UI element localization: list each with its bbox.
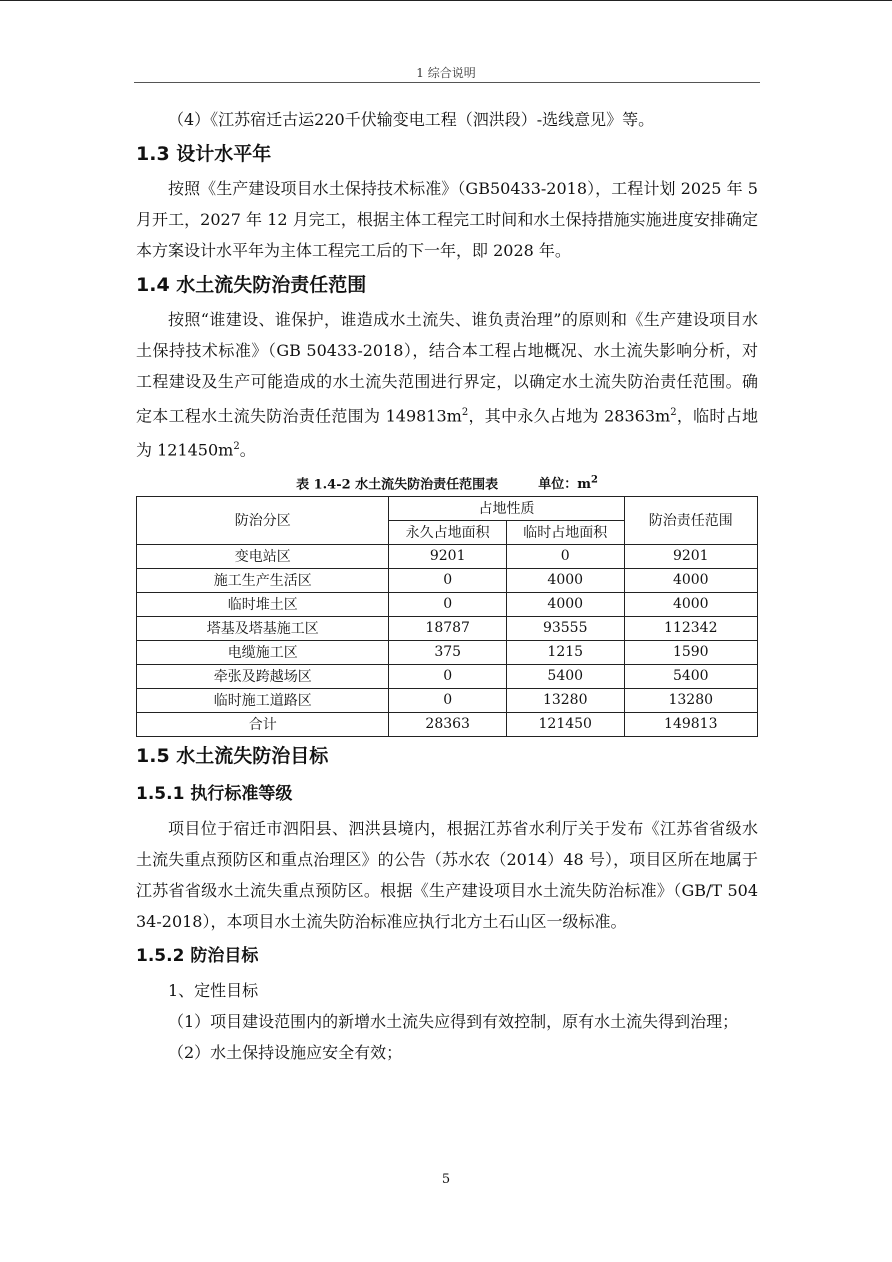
table-row bbox=[137, 592, 758, 616]
heading-1-5-1: 1.5.1 执行标准等级 bbox=[136, 783, 293, 804]
cell-zone: 塔基及塔基施工区 bbox=[137, 616, 389, 640]
cell-zone: 合计 bbox=[137, 712, 389, 736]
cell-resp: 9201 bbox=[624, 544, 757, 568]
table-caption bbox=[136, 470, 758, 496]
heading-1-4: 1.4 水土流失防治责任范围 bbox=[136, 274, 367, 296]
table-unit: 单位：$m^2$ bbox=[538, 474, 598, 492]
cell-zone: 牵张及跨越场区 bbox=[137, 664, 389, 688]
goal-item-2: （2）水土保持设施应安全有效； bbox=[168, 1042, 403, 1062]
header-zone: 防治分区 bbox=[137, 496, 389, 544]
cell-resp: 1590 bbox=[624, 640, 757, 664]
cell-perm: 18787 bbox=[389, 616, 507, 640]
cell-resp: 112342 bbox=[624, 616, 757, 640]
reference-item-4: （4）《江苏宿迁古运220千伏输变电工程（泗洪段）-选线意见》等。 bbox=[168, 110, 655, 129]
cell-perm: 0 bbox=[389, 688, 507, 712]
cell-perm: 0 bbox=[389, 592, 507, 616]
header-responsibility: 防治责任范围 bbox=[624, 496, 757, 544]
cell-resp: 13280 bbox=[624, 688, 757, 712]
cell-zone: 施工生产生活区 bbox=[137, 568, 389, 592]
cell-zone: 电缆施工区 bbox=[137, 640, 389, 664]
cell-resp: 4000 bbox=[624, 568, 757, 592]
page-number: 5 bbox=[441, 1172, 451, 1187]
cell-temp: 5400 bbox=[506, 664, 624, 688]
table-row bbox=[137, 664, 758, 688]
heading-1-3: 1.3 设计水平年 bbox=[136, 143, 272, 165]
cell-perm: 0 bbox=[389, 664, 507, 688]
table-row bbox=[137, 568, 758, 592]
table-header-row bbox=[137, 496, 758, 520]
scope-text-c: ，临时占地为 121450m bbox=[136, 406, 758, 460]
cell-zone: 临时堆土区 bbox=[137, 592, 389, 616]
cell-temp: 4000 bbox=[506, 568, 624, 592]
scope-text-d: 。 bbox=[239, 440, 256, 460]
cell-temp: 93555 bbox=[506, 616, 624, 640]
cell-perm: 375 bbox=[389, 640, 507, 664]
header-permanent: 永久占地面积 bbox=[389, 520, 507, 544]
superscript-2: 2 bbox=[590, 474, 598, 486]
cell-zone: 变电站区 bbox=[137, 544, 389, 568]
cell-zone: 临时施工道路区 bbox=[137, 688, 389, 712]
header-rule bbox=[134, 82, 760, 83]
table-row bbox=[137, 712, 758, 736]
cell-resp: 149813 bbox=[624, 712, 757, 736]
table-row bbox=[137, 688, 758, 712]
header-land-nature: 占地性质 bbox=[389, 496, 624, 520]
cell-perm: 28363 bbox=[389, 712, 507, 736]
heading-1-5-2: 1.5.2 防治目标 bbox=[136, 945, 259, 966]
heading-1-5: 1.5 水土流失防治目标 bbox=[136, 744, 329, 767]
cell-temp: 4000 bbox=[506, 592, 624, 616]
header-temporary: 临时占地面积 bbox=[506, 520, 624, 544]
table-row bbox=[137, 616, 758, 640]
cell-resp: 4000 bbox=[624, 592, 757, 616]
cell-temp: 121450 bbox=[506, 712, 624, 736]
cell-temp: 1215 bbox=[506, 640, 624, 664]
superscript-2: 2 bbox=[461, 407, 469, 418]
running-header: 1 综合说明 bbox=[416, 66, 476, 80]
goal-item-1: （1）项目建设范围内的新增水土流失应得到有效控制，原有水土流失得到治理； bbox=[168, 1011, 739, 1031]
cell-perm: 9201 bbox=[389, 544, 507, 568]
superscript-2: 2 bbox=[233, 441, 240, 453]
scope-text-a: 按照“谁建设、谁保护，谁造成水土流失、谁负责治理”的原则和《生产建设项目水土保持技术标准》（GB 50433-2018），结合本工程占地概况、水土流失影响分析，对工程建设及生产可能造成的水土流失范围进行界定，以确定水土流失防治责任范围。确定本工程水土流失防治责任范围为 149813m bbox=[136, 310, 758, 426]
goal-qualitative-title: 1、定性目标 bbox=[168, 980, 259, 1000]
cell-resp: 5400 bbox=[624, 664, 757, 688]
table-row bbox=[137, 640, 758, 664]
cell-temp: 0 bbox=[506, 544, 624, 568]
page-top-border bbox=[0, 0, 892, 1]
paragraph-design-year: 按照《生产建设项目水土保持技术标准》（GB50433-2018），工程计划 2025 年 5 月开工，2027 年 12 月完工，根据主体工程完工时间和水土保持措施实施进度安排确定本方案设计水平年为主体工程完工后的下一年，即 2028 年。 bbox=[136, 179, 758, 260]
page-content bbox=[136, 104, 758, 1068]
table-row bbox=[137, 544, 758, 568]
superscript-2: 2 bbox=[670, 407, 677, 418]
scope-text-b: ，其中永久占地为 28363m bbox=[468, 406, 671, 426]
paragraph-responsibility-scope bbox=[136, 304, 758, 466]
cell-temp: 13280 bbox=[506, 688, 624, 712]
paragraph-standard-level: 项目位于宿迁市泗阳县、泗洪县境内，根据江苏省水利厅关于发布《江苏省省级水土流失重点预防区和重点治理区》的公告（苏水农（2014）48 号），项目区所在地属于江苏省省级水土流失重点预防区。根据《生产建设项目水土流失防治标准》（GB/T 50434-2018），本项目水土流失防治标准应执行北方土石山区一级标准。 bbox=[136, 818, 758, 931]
cell-perm: 0 bbox=[389, 568, 507, 592]
table-caption-title: 表 1.4-2 水土流失防治责任范围表 bbox=[296, 476, 499, 492]
responsibility-table bbox=[136, 496, 758, 737]
